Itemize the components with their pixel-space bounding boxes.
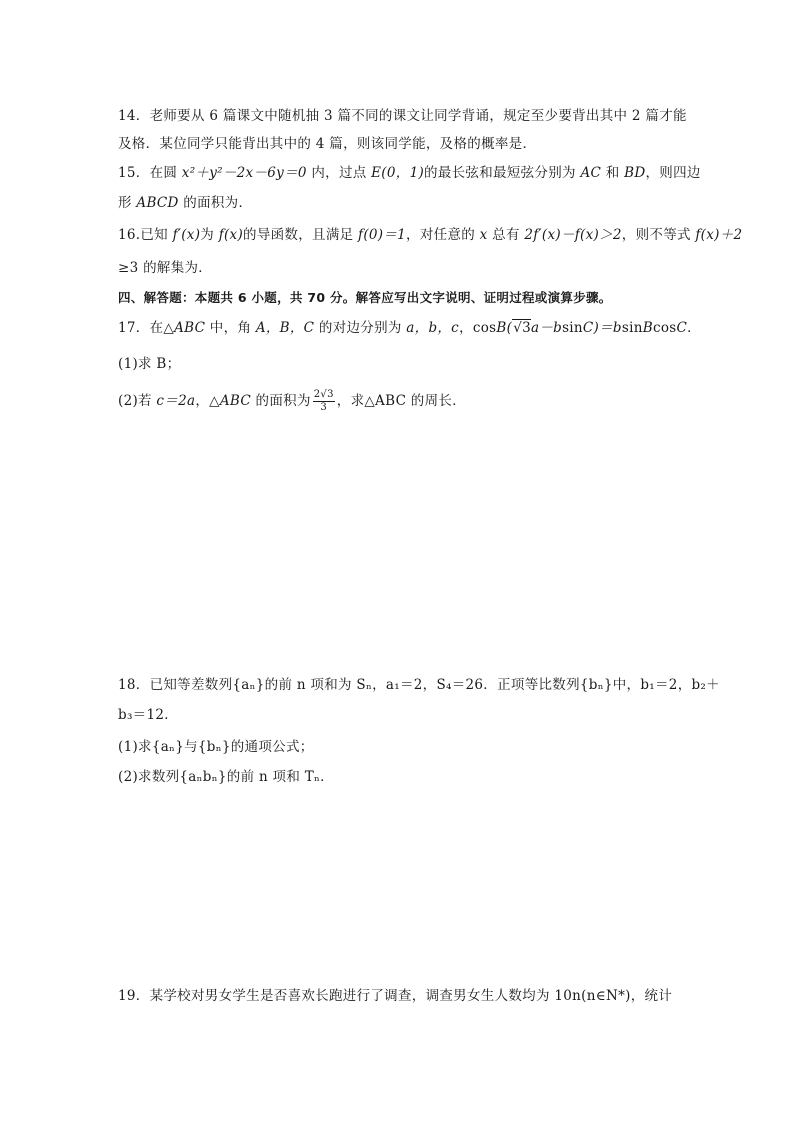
q15-line1 — [118, 163, 701, 183]
fraction-denominator: 3 — [320, 402, 328, 413]
q16-mid4: 总有 — [487, 227, 525, 243]
q16-inequality2: f(x)＋2 — [695, 227, 743, 243]
q17-eq-f: sin — [621, 320, 643, 336]
q15-abcd: ABCD — [136, 195, 179, 211]
q16-mid3: ，对任意的 — [406, 227, 480, 243]
q17-mid2: 的对边分别为 — [314, 320, 407, 336]
q15-prefix: 15．在圆 — [118, 165, 182, 181]
q17-sides: a，b，c — [406, 320, 460, 336]
q17-eq-a: ，cos — [459, 320, 497, 336]
q17-eq-h: cos — [652, 320, 677, 336]
q15-suffix2: ，则四边 — [645, 165, 701, 181]
q17-part2-mid2: 的面积为 — [250, 393, 311, 409]
q17-part1: (1)求 B； — [118, 356, 181, 372]
section4-heading: 四、解答题：本题共 6 小题，共 70 分。解答应写出文字说明、证明过程或演算步骤。 — [118, 290, 612, 305]
q16-line1 — [118, 225, 742, 245]
q17-eq-b: B( — [496, 320, 513, 336]
q15-line2-suffix: 的面积为． — [178, 195, 253, 211]
q17-sqrt-value: 3 — [522, 320, 531, 336]
q18-line1: 18．已知等差数列{aₙ}的前 n 项和为 Sₙ，a₁＝2，S₄＝26．正项等比数列{bₙ}中，b₁＝2，b₂＋ — [118, 677, 720, 693]
q17-sqrt: √3 — [513, 320, 531, 336]
q16-mid1: 为 — [200, 227, 219, 243]
q17-mid: 中，角 — [205, 320, 256, 336]
q17-part2-mid: ，△ — [195, 393, 220, 409]
q15-bd: BD — [624, 165, 646, 181]
q15-circle-equation: x²＋y²－2x－6y＝0 — [181, 165, 307, 181]
q16-inequality: 2f′(x)－f(x)＞2 — [524, 227, 622, 243]
q17-part2-suffix: ，求△ABC 的周长． — [336, 393, 466, 409]
q17-eq-g: B — [642, 320, 653, 336]
q17-eq-c: a－b — [530, 320, 563, 336]
q19-line1: 19．某学校对男女学生是否喜欢长跑进行了调查，调查男女生人数均为 10n(n∈N*)，统计 — [118, 988, 673, 1004]
q14-line2: 及格．某位同学只能背出其中的 4 篇，则该同学能，及格的概率是． — [118, 136, 537, 152]
q15-and: 和 — [601, 165, 625, 181]
q16-fprime: f′(x) — [172, 227, 201, 243]
q17-part2-abc: ABC — [219, 393, 251, 409]
q17-angles: A，B，C — [255, 320, 315, 336]
q17-line1 — [118, 318, 701, 338]
q15-line2-prefix: 形 — [118, 195, 137, 211]
q18-line2: b₃＝12． — [118, 707, 179, 723]
q16-mid2: 的导函数，且满足 — [243, 227, 359, 243]
q17-part2-condition: c＝2a — [156, 393, 196, 409]
q17-eq-i: C — [676, 320, 688, 336]
q16-mid5: ，则不等式 — [621, 227, 696, 243]
q16-prefix: 16.已知 — [118, 227, 173, 243]
q15-point: E(0，1) — [371, 165, 425, 181]
q17-part2-prefix: (2)若 — [118, 393, 157, 409]
q16-f0: f(0)＝1 — [358, 227, 407, 243]
q17-prefix: 17．在△ — [118, 320, 175, 336]
q15-ac: AC — [580, 165, 602, 181]
q17-abc: ABC — [174, 320, 206, 336]
q14-line1: 14．老师要从 6 篇课文中随机抽 3 篇不同的课文让同学背诵，规定至少要背出其中 2 篇才能 — [118, 108, 687, 124]
q16-line2: ≥3 的解集为． — [118, 260, 213, 276]
q17-eq-e: C)＝b — [582, 320, 622, 336]
q17-part2 — [118, 389, 466, 414]
area-fraction — [313, 389, 335, 414]
q18-part1: (1)求{aₙ}与{bₙ}的通项公式； — [118, 739, 314, 755]
q16-x: x — [479, 227, 488, 243]
q15-suffix1: 的最长弦和最短弦分别为 — [424, 165, 581, 181]
q15-mid: 内，过点 — [306, 165, 372, 181]
q15-line2 — [118, 193, 252, 213]
q17-eq-d: sin — [562, 320, 583, 336]
q18-part2: (2)求数列{aₙbₙ}的前 n 项和 Tₙ． — [118, 769, 334, 785]
fraction-numerator: 2√3 — [313, 389, 334, 400]
q17-eq-end: ． — [687, 320, 701, 336]
q16-fx: f(x) — [218, 227, 244, 243]
